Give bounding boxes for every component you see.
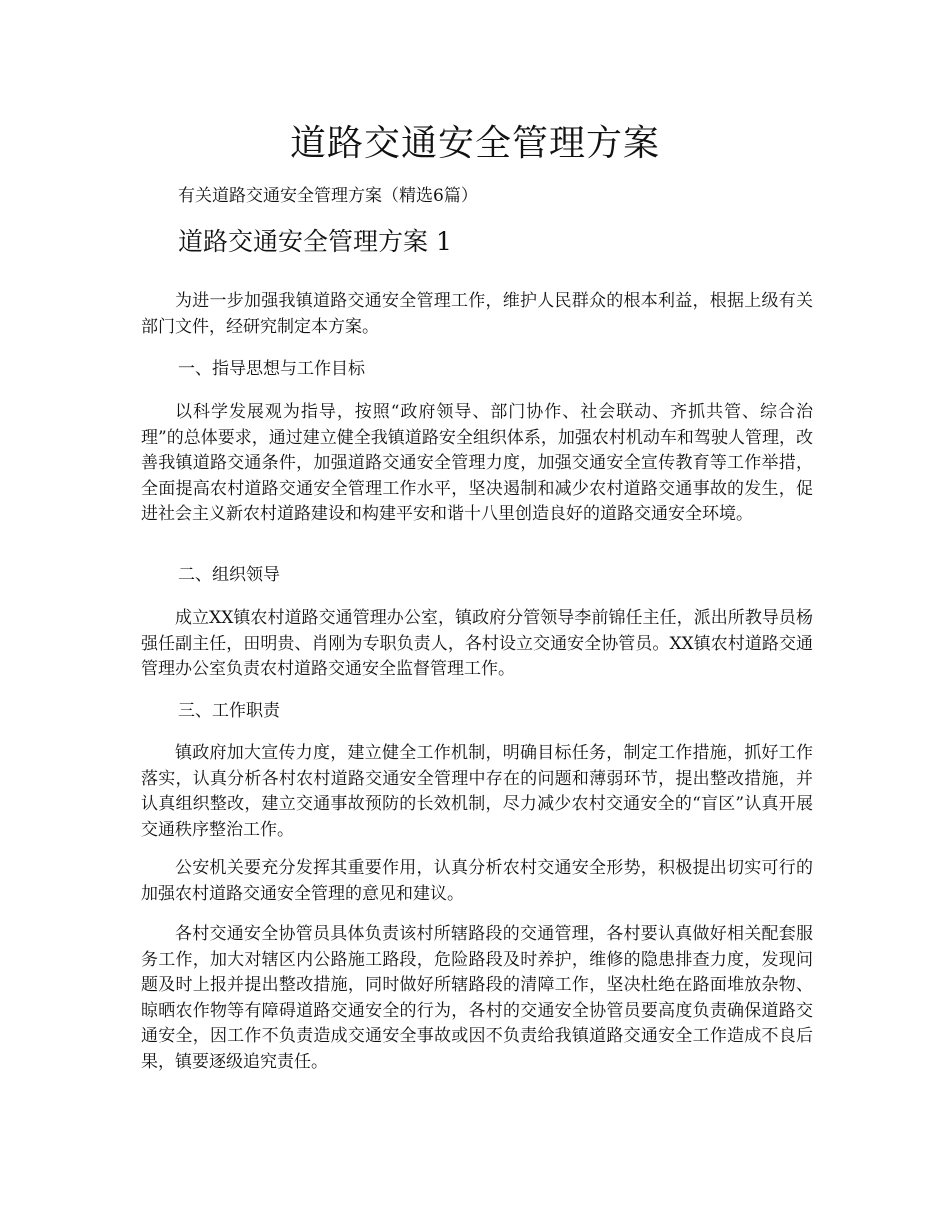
responsibilities-paragraph-2: 公安机关要充分发挥其重要作用，认真分析农村交通安全形势，积极提出切实可行的加强农村道路交通安全管理的意见和建议。: [141, 858, 813, 904]
intro-paragraph: 为进一步加强我镇道路交通安全管理工作，维护人民群众的根本利益，根据上级有关部门文件，经研究制定本方案。: [141, 291, 813, 337]
guiding-ideology-paragraph: 以科学发展观为指导，按照“政府领导、部门协作、社会联动、齐抓共管、综合治理”的总体要求，通过建立健全我镇道路安全组织体系，加强农村机动车和驾驶人管理，改善我镇道路交通条件，加强道路交通安全管理力度，加强交通安全宣传教育等工作举措，全面提高农村道路交通安全管理工作水平，坚决遏制和减少农村道路交通事故的发生，促进社会主义新农村道路建设和构建平安和谐十八里创造良好的道路交通安全环境。: [141, 402, 813, 524]
heading-responsibilities: 三、工作职责: [178, 701, 280, 721]
section-title: 道路交通安全管理方案 1: [178, 227, 452, 256]
document-subtitle: 有关道路交通安全管理方案（精选6篇）: [178, 186, 478, 206]
document-title: 道路交通安全管理方案: [289, 123, 660, 165]
organization-paragraph: 成立XX镇农村道路交通管理办公室，镇政府分管领导李前锦任主任，派出所教导员杨强任副主任，田明贵、肖刚为专职负责人，各村设立交通安全协管员。XX镇农村道路交通管理办公室负责农村道路交通安全监督管理工作。: [141, 608, 813, 679]
responsibilities-paragraph-3: 各村交通安全协管员具体负责该村所辖路段的交通管理，各村要认真做好相关配套服务工作，加大对辖区内公路施工路段，危险路段及时养护，维修的隐患排查力度，发现问题及时上报并提出整改措施，同时做好所辖路段的清障工作，坚决杜绝在路面堆放杂物、晾晒农作物等有障碍道路交通安全的行为，各村的交通安全协管员要高度负责确保道路交通安全，因工作不负责造成交通安全事故或因不负责给我镇道路交通安全工作造成不良后果，镇要逐级追究责任。: [141, 924, 813, 1072]
heading-organization: 二、组织领导: [178, 565, 280, 585]
heading-guiding-ideology: 一、指导思想与工作目标: [178, 359, 365, 379]
responsibilities-paragraph-1: 镇政府加大宣传力度，建立健全工作机制，明确目标任务，制定工作措施，抓好工作落实，认真分析各村农村道路交通安全管理中存在的问题和薄弱环节，提出整改措施，并认真组织整改，建立交通事故预防的长效机制，尽力减少农村交通安全的“盲区”认真开展交通秩序整治工作。: [141, 743, 813, 840]
